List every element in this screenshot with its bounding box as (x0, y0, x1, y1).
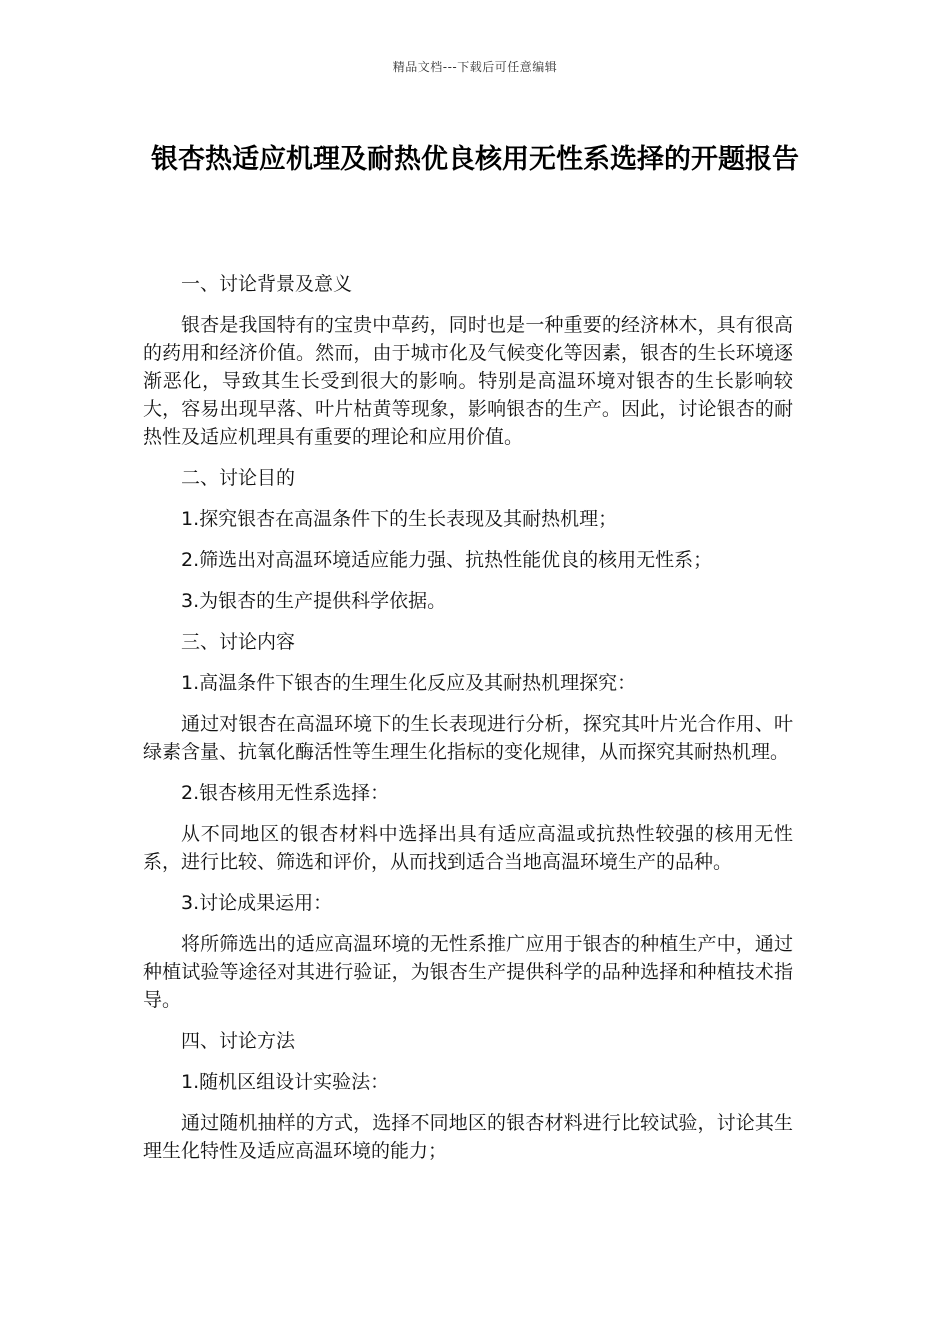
section-heading: 四、讨论方法 (181, 1030, 296, 1052)
subheading: 3.讨论成果运用： (181, 892, 333, 914)
paragraph: 银杏是我国特有的宝贵中草药，同时也是一种重要的经济林木，具有很高的药用和经济价值。然而，由于城市化及气候变化等因素，银杏的生长环境逐渐恶化，导致其生长受到很大的影响。特别是高温环境对银杏的生长影响较大，容易出现早落、叶片枯黄等现象，影响银杏的生产。因此，讨论银杏的耐热性及适应机理具有重要的理论和应用价值。 (143, 314, 793, 448)
subheading: 1.高温条件下银杏的生理生化反应及其耐热机理探究： (181, 672, 637, 694)
subheading: 2.银杏核用无性系选择： (181, 782, 390, 804)
subheading: 1.随机区组设计实验法： (181, 1071, 390, 1093)
section-heading: 三、讨论内容 (181, 631, 296, 653)
document-body (143, 270, 793, 1178)
paragraph: 将所筛选出的适应高温环境的无性系推广应用于银杏的种植生产中，通过种植试验等途径对其进行验证，为银杏生产提供科学的品种选择和种植技术指导。 (143, 933, 793, 1011)
list-item: 2.筛选出对高温环境适应能力强、抗热性能优良的核用无性系； (181, 549, 713, 571)
paragraph: 通过对银杏在高温环境下的生长表现进行分析，探究其叶片光合作用、叶绿素含量、抗氧化酶活性等生理生化指标的变化规律，从而探究其耐热机理。 (143, 713, 793, 763)
document-title: 银杏热适应机理及耐热优良核用无性系选择的开题报告 (151, 144, 799, 175)
paragraph: 通过随机抽样的方式，选择不同地区的银杏材料进行比较试验，讨论其生理生化特性及适应高温环境的能力； (143, 1112, 793, 1162)
header-note: 精品文档---下载后可任意编辑 (392, 60, 558, 74)
paragraph: 从不同地区的银杏材料中选择出具有适应高温或抗热性较强的核用无性系，进行比较、筛选和评价，从而找到适合当地高温环境生产的品种。 (143, 823, 793, 873)
section-heading: 二、讨论目的 (181, 467, 296, 489)
list-item: 1.探究银杏在高温条件下的生长表现及其耐热机理； (181, 508, 618, 530)
section-heading: 一、讨论背景及意义 (181, 273, 353, 295)
list-item: 3.为银杏的生产提供科学依据。 (181, 590, 447, 612)
